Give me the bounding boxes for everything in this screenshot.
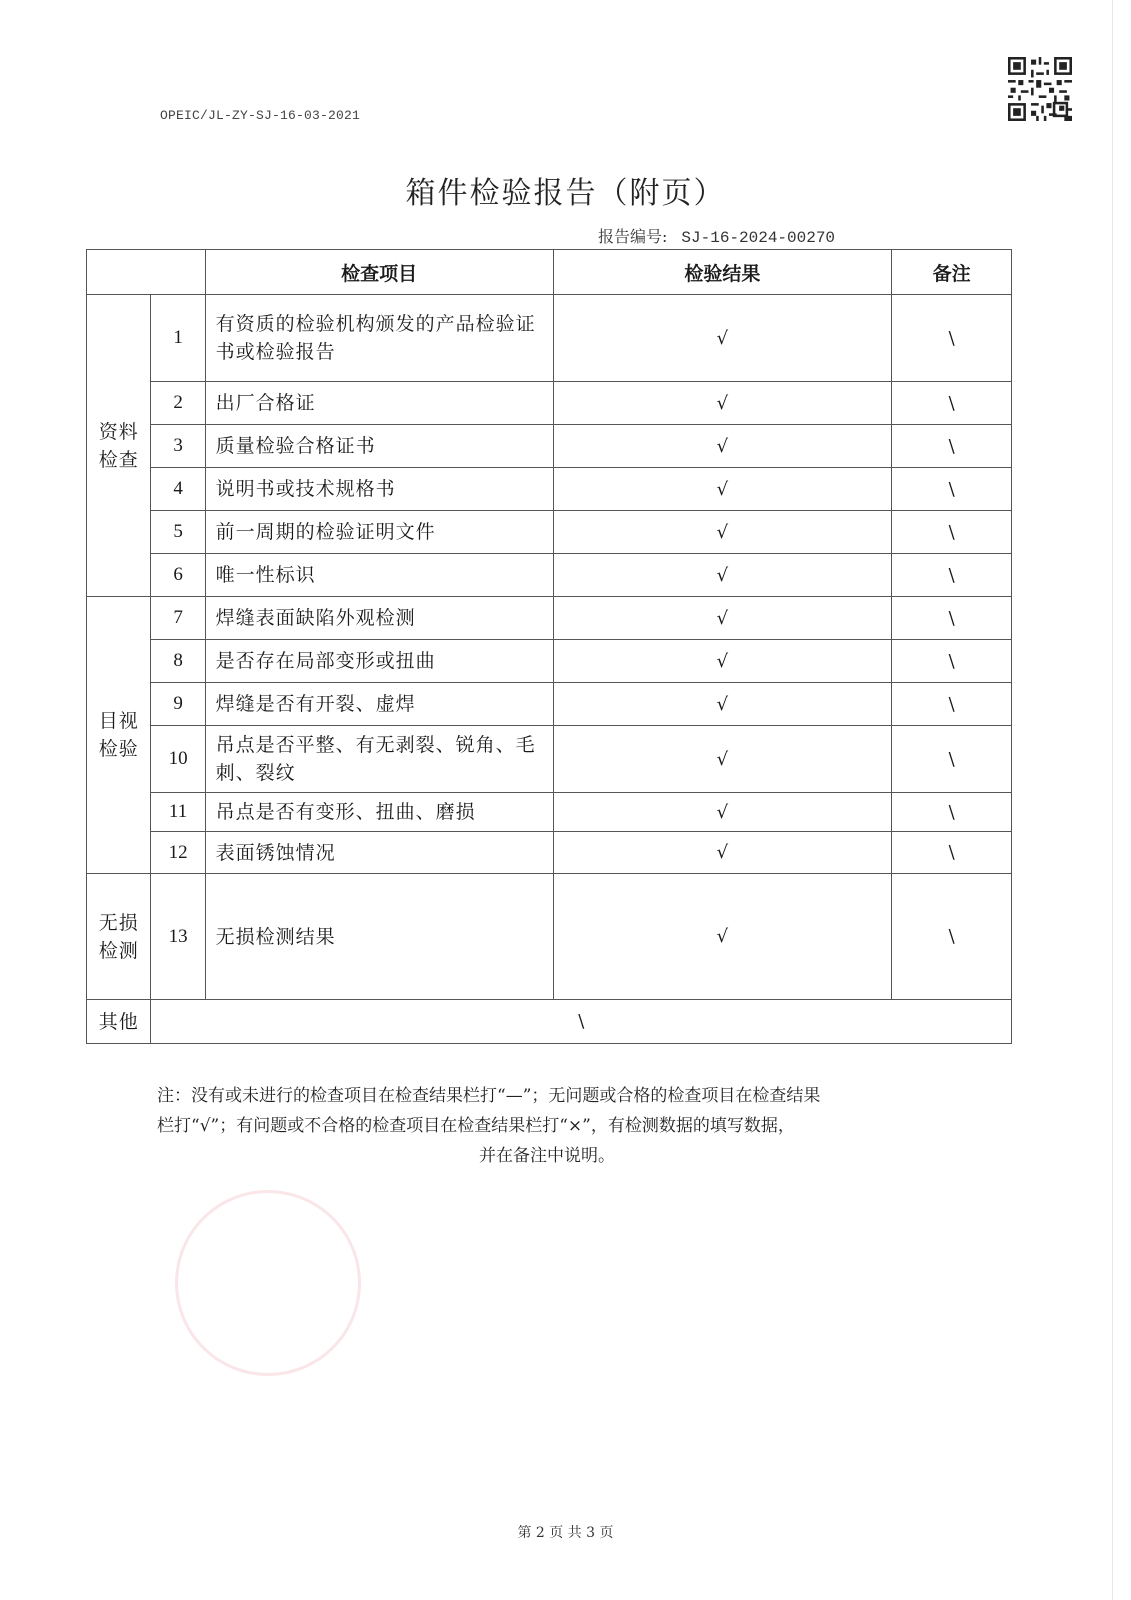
- row-number: 8: [151, 640, 205, 683]
- row-number: 7: [151, 597, 205, 640]
- header-blank-cell: [87, 250, 206, 295]
- note-line: 注：没有或未进行的检查项目在检查结果栏打“—”；无问题或合格的检查项目在检查结果: [157, 1086, 821, 1106]
- inspection-table: [86, 249, 1012, 1044]
- report-number: [598, 224, 835, 247]
- category-label: 目视检验: [98, 710, 139, 760]
- remark-cell: \: [892, 382, 1012, 425]
- result-cell: √: [553, 511, 892, 554]
- check-item: 表面锈蚀情况: [205, 832, 553, 874]
- result-cell: √: [553, 874, 892, 1000]
- check-item: 焊缝表面缺陷外观检测: [205, 597, 553, 640]
- remark-cell: \: [892, 793, 1012, 832]
- row-number: 3: [151, 425, 205, 468]
- row-number: 10: [151, 726, 205, 793]
- remark-cell: \: [892, 832, 1012, 874]
- remark-cell: \: [892, 683, 1012, 726]
- scan-edge-line: [1112, 0, 1113, 1600]
- result-cell: √: [553, 683, 892, 726]
- table-row: [87, 295, 1012, 382]
- row-number: 9: [151, 683, 205, 726]
- result-cell: √: [553, 832, 892, 874]
- category-label: 资料检查: [98, 420, 139, 471]
- table-row: [87, 468, 1012, 511]
- remark-cell: \: [892, 511, 1012, 554]
- check-item: 焊缝是否有开裂、虚焊: [205, 683, 553, 726]
- table-row: [87, 511, 1012, 554]
- table-row: [87, 597, 1012, 640]
- note-line: 栏打“√”；有问题或不合格的检查项目在检查结果栏打“×”，有检测数据的填写数据，: [157, 1116, 795, 1136]
- report-number-value: SJ-16-2024-00270: [681, 229, 836, 247]
- remark-cell: \: [892, 554, 1012, 597]
- remark-cell: \: [892, 425, 1012, 468]
- column-header-result: 检验结果: [553, 250, 892, 295]
- other-label: 其他: [87, 1000, 151, 1044]
- check-item: 说明书或技术规格书: [205, 468, 553, 511]
- result-cell: √: [553, 793, 892, 832]
- row-number: 4: [151, 468, 205, 511]
- remark-cell: \: [892, 874, 1012, 1000]
- note-line: 并在备注中说明。: [479, 1146, 615, 1166]
- check-item: 是否存在局部变形或扭曲: [205, 640, 553, 683]
- faint-seal-stamp: [175, 1190, 361, 1376]
- result-cell: √: [553, 554, 892, 597]
- check-item: 唯一性标识: [205, 554, 553, 597]
- row-number: 5: [151, 511, 205, 554]
- page-number: 第 2 页 共 3 页: [517, 1525, 614, 1541]
- table-row: [87, 640, 1012, 683]
- row-number: 1: [151, 295, 205, 382]
- check-item: 吊点是否平整、有无剥裂、锐角、毛刺、裂纹: [205, 726, 553, 793]
- result-cell: √: [553, 726, 892, 793]
- table-row: [87, 726, 1012, 793]
- column-header-item: 检查项目: [205, 250, 553, 295]
- remark-cell: \: [892, 295, 1012, 382]
- row-number: 6: [151, 554, 205, 597]
- table-row: [87, 832, 1012, 874]
- row-number: 11: [151, 793, 205, 832]
- table-row: [87, 425, 1012, 468]
- category-cell: [87, 874, 151, 1000]
- check-item: 有资质的检验机构颁发的产品检验证书或检验报告: [205, 295, 553, 382]
- table-row: [87, 554, 1012, 597]
- page-title: 箱件检验报告（附页）: [405, 176, 726, 211]
- result-cell: √: [553, 468, 892, 511]
- result-cell: √: [553, 597, 892, 640]
- report-number-label: 报告编号:: [598, 227, 668, 246]
- row-number: 12: [151, 832, 205, 874]
- table-row: [87, 793, 1012, 832]
- table-row-other: [87, 1000, 1012, 1044]
- remark-cell: \: [892, 726, 1012, 793]
- result-cell: √: [553, 382, 892, 425]
- remark-cell: \: [892, 468, 1012, 511]
- table-header-row: [87, 250, 1012, 295]
- category-label: 无损检测: [98, 911, 139, 962]
- row-number: 13: [151, 874, 205, 1000]
- table-row: [87, 874, 1012, 1000]
- result-cell: √: [553, 640, 892, 683]
- remark-cell: \: [892, 597, 1012, 640]
- check-item: 前一周期的检验证明文件: [205, 511, 553, 554]
- category-cell: [87, 295, 151, 597]
- note-block: [157, 1081, 937, 1171]
- table-row: [87, 683, 1012, 726]
- result-cell: √: [553, 425, 892, 468]
- check-item: 吊点是否有变形、扭曲、磨损: [205, 793, 553, 832]
- other-value: \: [151, 1000, 1012, 1044]
- column-header-remark: 备注: [892, 250, 1012, 295]
- check-item: 出厂合格证: [205, 382, 553, 425]
- check-item: 无损检测结果: [205, 874, 553, 1000]
- table-row: [87, 382, 1012, 425]
- check-item: 质量检验合格证书: [205, 425, 553, 468]
- category-cell: [87, 597, 151, 874]
- result-cell: √: [553, 295, 892, 382]
- qr-code-icon: [1008, 57, 1072, 121]
- row-number: 2: [151, 382, 205, 425]
- document-code: OPEIC/JL-ZY-SJ-16-03-2021: [160, 108, 361, 123]
- remark-cell: \: [892, 640, 1012, 683]
